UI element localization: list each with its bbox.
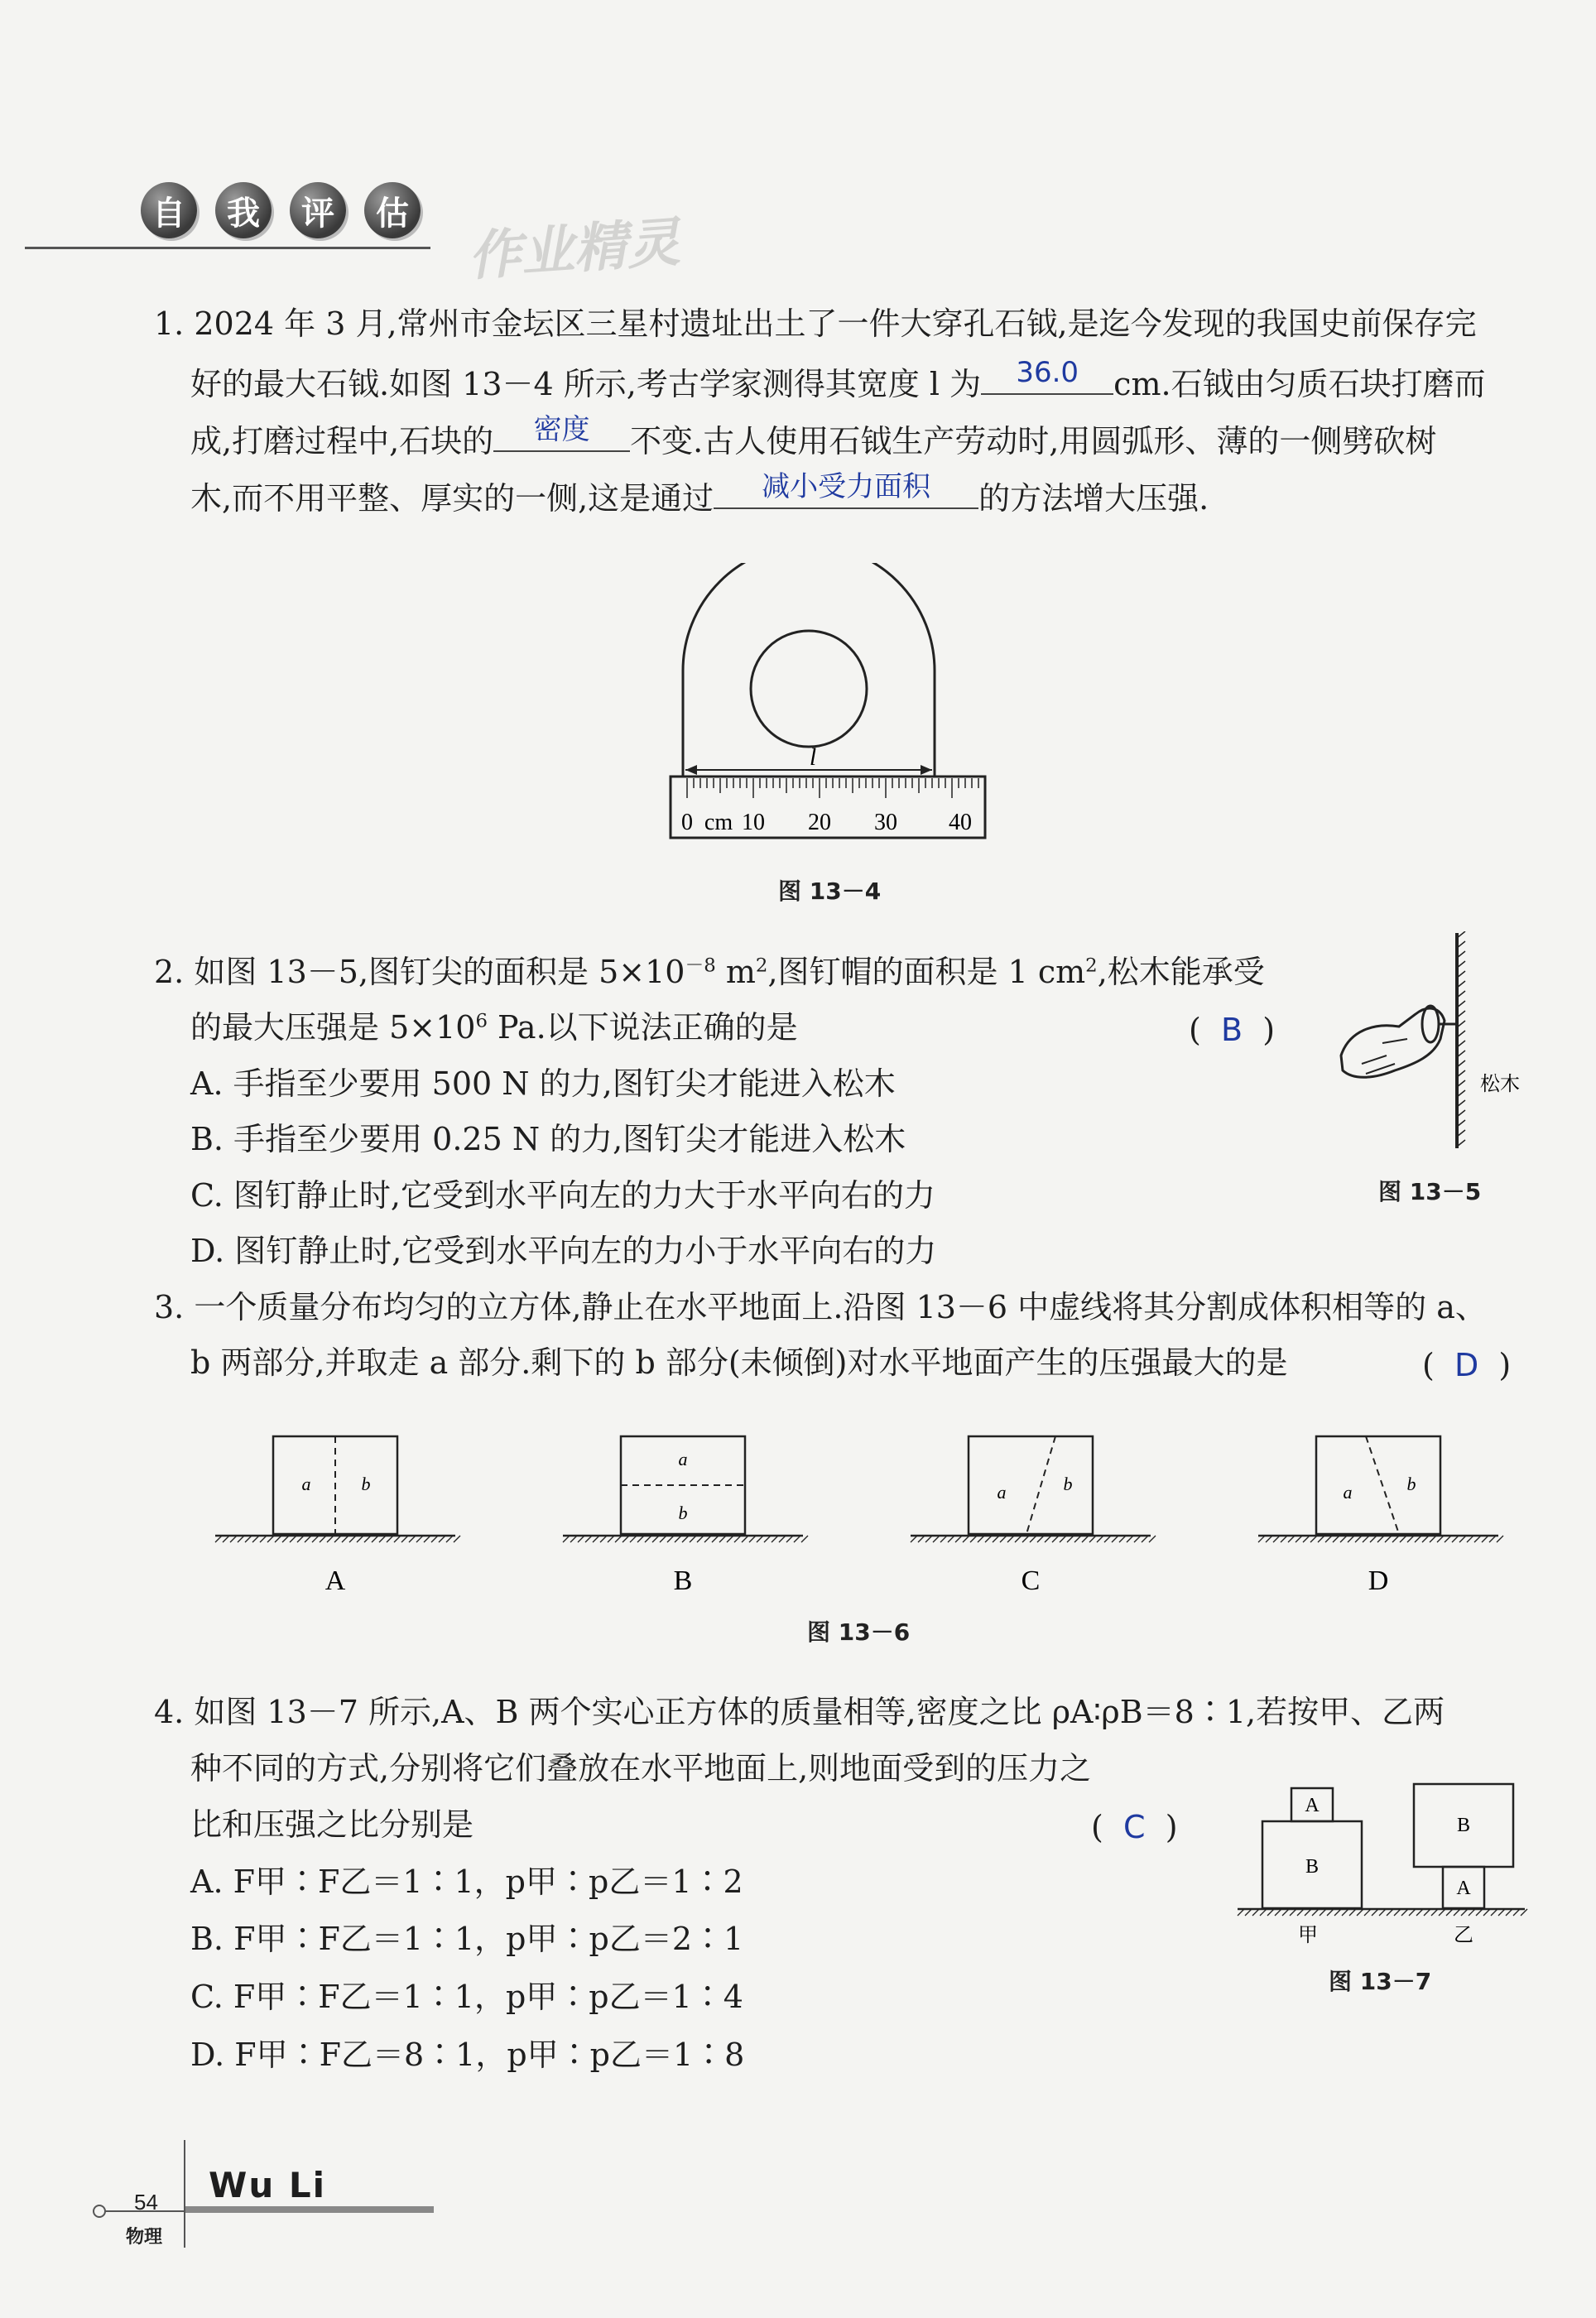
q2-line2-text-a: 的最大压强是 5×10 bbox=[190, 1009, 476, 1046]
cube-option-d bbox=[1258, 1436, 1503, 1596]
caption-13-4: 图 13－4 bbox=[778, 878, 882, 905]
q2-line1-text-c: ,图钉帽的面积是 1 cm bbox=[767, 954, 1086, 990]
svg-text:b: b bbox=[361, 1474, 371, 1494]
svg-text:a: a bbox=[1343, 1482, 1353, 1503]
q1-line3-text-b: 不变.古人使用石钺生产劳动时,用圆弧形、薄的一侧劈砍树 bbox=[630, 423, 1437, 459]
figure-13-5 bbox=[1324, 931, 1540, 1155]
header-char-3: 评 bbox=[290, 182, 346, 238]
q4-answer: C bbox=[1122, 1809, 1146, 1845]
q2-option-b: B. 手指至少要用 0.25 N 的力,图钉尖才能进入松木 bbox=[190, 1121, 906, 1157]
q2-exp-2: 2 bbox=[755, 955, 768, 977]
header-char-2: 我 bbox=[215, 182, 272, 238]
option-d-label: D bbox=[1368, 1565, 1389, 1596]
cube-option-a bbox=[215, 1436, 460, 1596]
q2-line1-text-d: ,松木能承受 bbox=[1097, 954, 1265, 990]
q1-line3 bbox=[190, 413, 1437, 459]
q2-line2-text-b: Pa.以下说法正确的是 bbox=[487, 1009, 798, 1046]
caption-13-5: 图 13－5 bbox=[1378, 1178, 1482, 1205]
q1-blank-quantity bbox=[493, 413, 630, 452]
svg-text:a: a bbox=[997, 1482, 1007, 1503]
q2-line2 bbox=[190, 1009, 798, 1046]
header-char-1: 自 bbox=[141, 182, 197, 238]
q4-option-d: D. F甲∶F乙＝8∶1，p甲∶p乙＝1∶8 bbox=[190, 2037, 745, 2073]
q1-line4-text-b: 的方法增大压强. bbox=[978, 480, 1209, 517]
caption-13-6: 图 13－6 bbox=[807, 1618, 911, 1646]
svg-text:b: b bbox=[1063, 1474, 1073, 1494]
figure-13-4 bbox=[654, 563, 1002, 844]
option-c-label: C bbox=[1021, 1565, 1041, 1596]
q2-line1-text-b: m bbox=[715, 954, 756, 990]
header-char-4: 估 bbox=[364, 182, 421, 238]
label-jia: 甲 bbox=[1298, 1925, 1318, 1946]
q2-exp-4: 6 bbox=[475, 1010, 488, 1032]
q4-option-c: C. F甲∶F乙＝1∶1，p甲∶p乙＝1∶4 bbox=[190, 1979, 743, 2015]
caption-13-7: 图 13－7 bbox=[1329, 1968, 1432, 1995]
q1-blank-method-answer: 减小受力面积 bbox=[762, 470, 931, 503]
q2-exp-3: 2 bbox=[1085, 955, 1098, 977]
subject-label: 物理 bbox=[126, 2227, 163, 2248]
figure-13-6 bbox=[207, 1428, 1515, 1610]
ruler-tick-40: 40 bbox=[949, 810, 972, 835]
q2-option-a: A. 手指至少要用 500 N 的力,图钉尖才能进入松木 bbox=[190, 1065, 896, 1102]
q1-line4 bbox=[190, 470, 1209, 517]
page-number: 54 bbox=[134, 2190, 158, 2215]
q4-line2: 种不同的方式,分别将它们叠放在水平地面上,则地面受到的压力之 bbox=[190, 1750, 1092, 1787]
q2-answer-paren: ( B ) bbox=[1189, 1012, 1276, 1048]
option-b-label: B bbox=[673, 1565, 693, 1596]
ruler-unit: cm bbox=[704, 810, 733, 835]
q3-line1: 3. 一个质量分布均匀的立方体,静止在水平地面上.沿图 13－6 中虚线将其分割成体积相等的 a、 bbox=[154, 1289, 1487, 1325]
q3-line2: b 两部分,并取走 a 部分.剩下的 b 部分(未倾倒)对水平地面产生的压强最大的是 bbox=[190, 1344, 1288, 1381]
q2-answer: B bbox=[1220, 1012, 1243, 1048]
header-rule bbox=[25, 247, 430, 249]
svg-text:b: b bbox=[1406, 1474, 1416, 1494]
ruler-tick-30: 30 bbox=[874, 810, 897, 835]
q1-line4-text-a: 木,而不用平整、厚实的一侧,这是通过 bbox=[190, 480, 714, 517]
label-l: l bbox=[809, 743, 817, 771]
ruler-tick-0: 0 bbox=[681, 810, 693, 835]
section-header bbox=[25, 182, 1596, 288]
ruler-tick-10: 10 bbox=[742, 810, 765, 835]
q4-option-a: A. F甲∶F乙＝1∶1，p甲∶p乙＝1∶2 bbox=[190, 1864, 743, 1900]
q1-line1: 1. 2024 年 3 月,常州市金坛区三星村遗址出土了一件大穿孔石钺,是迄今发现的我国史前保存完 bbox=[154, 305, 1477, 342]
svg-text:B: B bbox=[1305, 1856, 1320, 1878]
q1-line3-text-a: 成,打磨过程中,石块的 bbox=[190, 423, 494, 459]
q2-line1-text-a: 2. 如图 13－5,图钉尖的面积是 5×10 bbox=[154, 954, 685, 990]
label-yi: 乙 bbox=[1454, 1925, 1473, 1946]
cube-option-c bbox=[911, 1436, 1156, 1596]
footer-vertical-rule bbox=[184, 2140, 185, 2248]
q4-option-b: B. F甲∶F乙＝1∶1，p甲∶p乙＝2∶1 bbox=[190, 1921, 744, 1957]
cube-option-b bbox=[563, 1436, 808, 1596]
q3-answer-paren: ( D ) bbox=[1422, 1347, 1512, 1383]
q2-line1 bbox=[154, 956, 1265, 988]
figure-13-7 bbox=[1233, 1772, 1531, 1954]
q1-blank-width-answer: 36.0 bbox=[1016, 356, 1079, 389]
footer bbox=[91, 2132, 455, 2256]
q2-exp-1: －8 bbox=[685, 955, 716, 977]
axe-hole bbox=[751, 631, 867, 747]
q4-line3: 比和压强之比分别是 bbox=[190, 1806, 474, 1843]
q4-line1: 4. 如图 13－7 所示,A、B 两个实心正方体的质量相等,密度之比 ρA∶ρB＝8∶1,若按甲、乙两 bbox=[154, 1694, 1445, 1730]
ruler-tick-20: 20 bbox=[808, 810, 831, 835]
svg-text:b: b bbox=[678, 1503, 688, 1523]
q1-line2-text-b: cm.石钺由匀质石块打磨而 bbox=[1113, 366, 1486, 402]
watermark: 作业精灵 bbox=[466, 212, 682, 288]
svg-text:A: A bbox=[1456, 1878, 1471, 1899]
ruler-ticks bbox=[687, 778, 978, 798]
q1-blank-method bbox=[714, 470, 978, 509]
thumbtack-head bbox=[1422, 1006, 1439, 1042]
q2-option-d: D. 图钉静止时,它受到水平向左的力小于水平向右的力 bbox=[190, 1233, 937, 1269]
q1-blank-width bbox=[981, 356, 1113, 395]
svg-text:A: A bbox=[1305, 1795, 1320, 1816]
q1-line2 bbox=[190, 356, 1486, 402]
q3-answer: D bbox=[1454, 1347, 1479, 1383]
svg-text:B: B bbox=[1456, 1815, 1471, 1836]
q1-line2-text-a: 好的最大石钺.如图 13－4 所示,考古学家测得其宽度 l 为 bbox=[190, 366, 982, 402]
svg-text:a: a bbox=[678, 1449, 688, 1469]
q2-option-c: C. 图钉静止时,它受到水平向左的力大于水平向右的力 bbox=[190, 1177, 935, 1214]
footer-bar bbox=[185, 2206, 434, 2213]
brand-logo: Wu Li bbox=[209, 2165, 327, 2205]
q1-blank-quantity-answer: 密度 bbox=[533, 413, 590, 446]
svg-text:a: a bbox=[301, 1474, 311, 1494]
wood-label: 松木 bbox=[1480, 1074, 1520, 1095]
q4-answer-paren: ( C ) bbox=[1091, 1809, 1178, 1845]
option-a-label: A bbox=[324, 1565, 346, 1596]
